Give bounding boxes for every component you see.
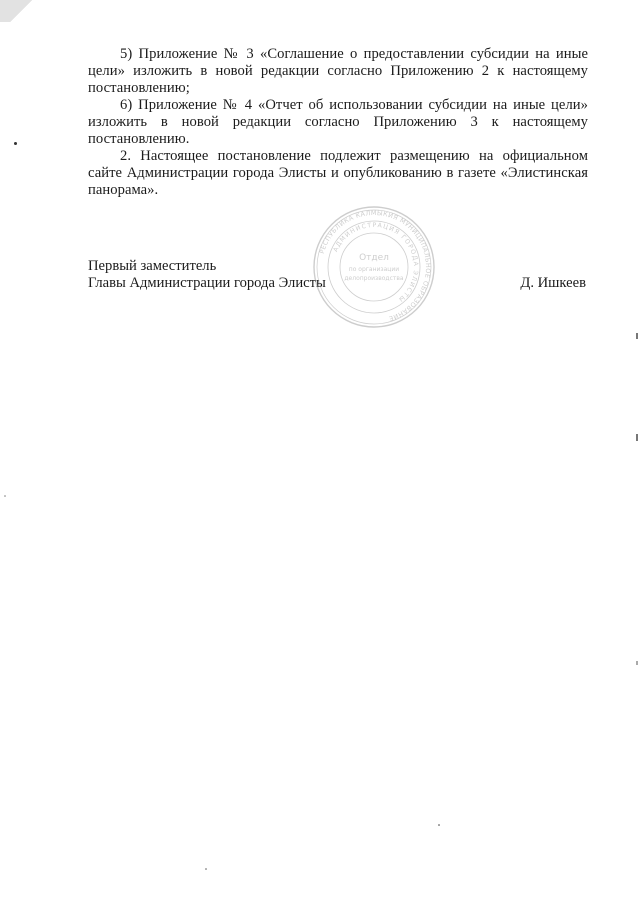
stamp-center-line3: делопроизводства bbox=[344, 275, 404, 282]
paragraph-item-6: 6) Приложение № 4 «Отчет об использовании субсидии на иные цели» изложить в новой редакции согласно Приложению 3 к настоящему постановлению. bbox=[88, 97, 588, 147]
scan-margin-mark bbox=[636, 661, 638, 665]
official-stamp bbox=[312, 205, 436, 329]
scan-speck bbox=[205, 868, 207, 870]
stamp-center-line2: по организации bbox=[348, 266, 400, 273]
paragraph-item-5: 5) Приложение № 3 «Соглашение о предоставлении субсидии на иные цели» изложить в новой редакции согласно Приложению 2 к настоящему постановлению; bbox=[88, 46, 588, 96]
scan-margin-mark bbox=[636, 434, 638, 441]
document-body bbox=[88, 46, 588, 199]
signatory-title-line2: Главы Администрации города Элисты bbox=[88, 275, 326, 291]
stamp-outer-text: РЕСПУБЛИКА КАЛМЫКИЯ МУНИЦИПАЛЬНОЕ ОБРАЗОВАНИЕ bbox=[317, 208, 433, 323]
page-corner-fold bbox=[0, 0, 42, 22]
signatory-name: Д. Ишкеев bbox=[520, 275, 586, 291]
paragraph-clause-2: 2. Настоящее постановление подлежит размещению на официальном сайте Администрации города Элисты и опубликованию в газете «Элистинская панорама». bbox=[88, 148, 588, 198]
scan-speck bbox=[438, 824, 440, 826]
signatory-title-line1: Первый заместитель bbox=[88, 258, 217, 274]
scan-margin-mark bbox=[636, 333, 638, 339]
scan-speck bbox=[4, 495, 6, 497]
stamp-center-line1: Отдел bbox=[359, 253, 389, 263]
stamp-inner-text: АДМИНИСТРАЦИЯ ГОРОДА ЭЛИСТЫ bbox=[332, 221, 420, 304]
scan-speck bbox=[14, 142, 17, 145]
